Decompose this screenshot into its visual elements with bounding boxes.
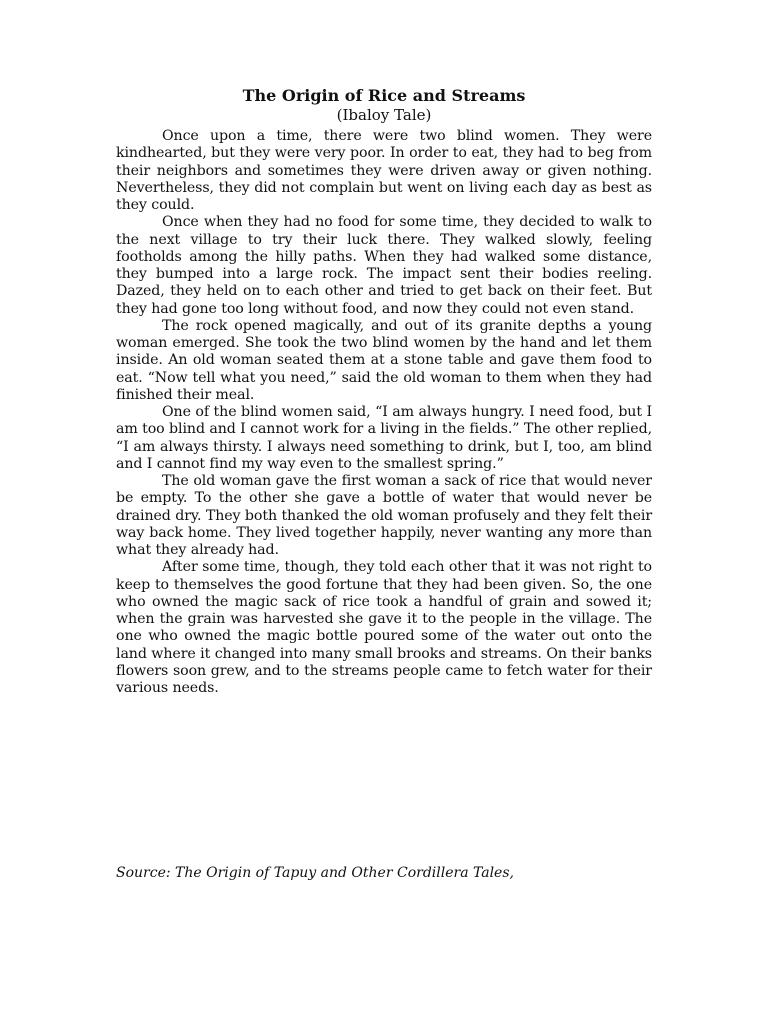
story-paragraph-6: After some time, though, they told each other that it was not right to keep to themselves the good fortune that they had been given. So, the one who owned the magic sack of rice took a handful of grain and sowed it; when the grain was harvested she gave it to the people in the village. The one who owned the magic bottle poured some of the water out onto the land where it changed into many small brooks and streams. On their banks flowers soon grew, and to the streams people came to fetch water for their various needs.	[116, 559, 652, 696]
document-page	[116, 86, 652, 697]
story-paragraph-2: Once when they had no food for some time, they decided to walk to the next village to try their luck there. They walked slowly, feeling footholds among the hilly paths. When they had walked some distance, they bumped into a large rock. The impact sent their bodies reeling. Dazed, they held on to each other and tried to get back on their feet. But they had gone too long without food, and now they could not even stand.	[116, 214, 652, 317]
story-paragraph-5: The old woman gave the first woman a sack of rice that would never be empty. To the other she gave a bottle of water that would never be drained dry. They both thanked the old woman profusely and they felt their way back home. They lived together happily, never wanting any more than what they already had.	[116, 473, 652, 558]
story-paragraph-4: One of the blind women said, “I am always hungry. I need food, but I am too blind and I cannot work for a living in the fields.” The other replied, “I am always thirsty. I always need something to drink, but I, too, am blind and I cannot find my way even to the smallest spring.”	[116, 404, 652, 472]
story-paragraph-3: The rock opened magically, and out of its granite depths a young woman emerged. She took the two blind women by the hand and let them inside. An old woman seated them at a stone table and gave them food to eat. “Now tell what you need,” said the old woman to them when they had finished their meal.	[116, 317, 652, 403]
story-title: The Origin of Rice and Streams	[242, 86, 526, 105]
story-body	[116, 128, 652, 697]
story-paragraph-1: Once upon a time, there were two blind women. They were kindhearted, but they were very poor. In order to eat, they had to beg from their neighbors and sometimes they were driven away or given nothing. Nevertheless, they did not complain but went on living each day as best as they could.	[116, 128, 652, 213]
source-citation: Source: The Origin of Tapuy and Other Cordillera Tales,	[116, 865, 514, 881]
story-subtitle: (Ibaloy Tale)	[336, 106, 432, 124]
